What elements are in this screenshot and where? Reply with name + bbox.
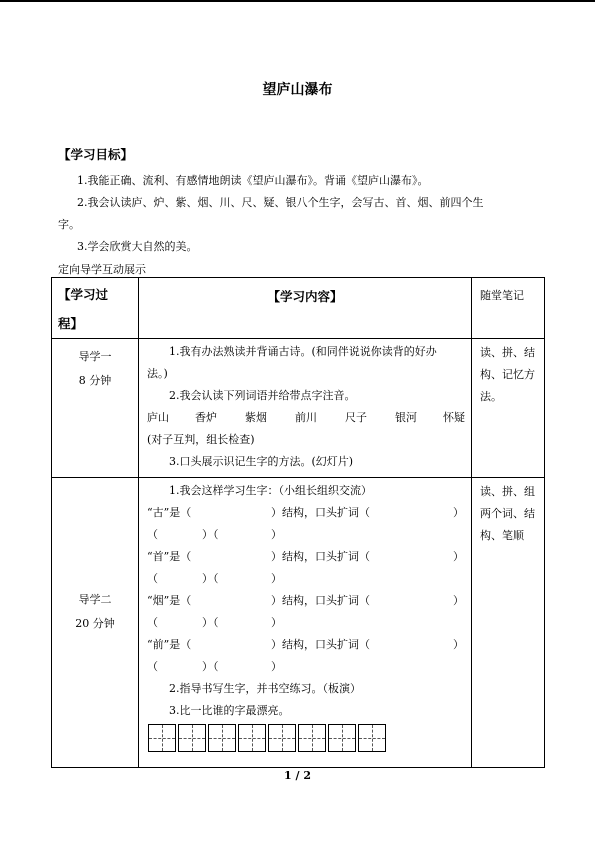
word-item: 银河	[395, 411, 417, 424]
table-row	[52, 339, 545, 478]
objectives-heading: 【学习目标】	[58, 147, 134, 162]
period-duration: 20 分钟	[75, 616, 115, 630]
tian-zi-cell	[238, 724, 266, 752]
objective-item: 1.我能正确、流利、有感情地朗读《望庐山瀑布》。背诵《望庐山瀑布》。	[77, 174, 429, 187]
paren: ）	[453, 594, 464, 607]
tian-zi-cell	[358, 724, 386, 752]
paren: ）（	[202, 528, 219, 541]
tian-zi-cell	[208, 724, 236, 752]
word-item: 紫烟	[245, 411, 267, 424]
paren: ）（	[202, 616, 219, 629]
char-fill-line	[147, 590, 465, 612]
notes-cell: 读、拼、组两个词、结构、笔顺	[472, 478, 545, 768]
table-caption: 定向导学互动展示	[58, 263, 146, 276]
header-process-line2: 程】	[58, 316, 84, 331]
content-line: 法。)	[147, 367, 168, 380]
content-line: (对子互判，组长检查)	[147, 433, 255, 446]
paren: （	[147, 616, 158, 629]
paren: ）	[453, 638, 464, 651]
tian-zi-cell	[148, 724, 176, 752]
tian-zi-cell	[268, 724, 296, 752]
header-process-line1: 【学习过	[58, 287, 109, 302]
content-cell	[139, 339, 472, 478]
content-line: 2.我会认读下列词语并给带点字注音。	[169, 389, 356, 402]
char-fill-line	[147, 568, 465, 590]
char-label: “首”是（	[147, 550, 192, 563]
content-line: 1.我有办法熟读并背诵古诗。(和同伴说说你读背的好办	[169, 345, 437, 358]
word-item: 庐山	[147, 411, 169, 424]
top-border-line	[0, 0, 595, 2]
char-label: “烟”是（	[147, 594, 192, 607]
paren: ）（	[202, 572, 219, 585]
paren: ）	[271, 616, 282, 629]
writing-grid	[148, 724, 465, 752]
period-label: 导学二	[78, 592, 112, 606]
paren: ）	[271, 528, 282, 541]
page-number: 1 / 2	[284, 769, 311, 782]
objective-item: 2.我会认读庐、炉、紫、烟、川、尺、疑、银八个生字，会写古、首、烟、前四个生	[77, 196, 484, 209]
tian-zi-cell	[298, 724, 326, 752]
word-item: 尺子	[345, 411, 367, 424]
char-fill-line	[147, 502, 465, 524]
structure-text: ）结构，口头扩词（	[271, 506, 370, 519]
period-cell	[52, 478, 139, 768]
paren: ）	[271, 572, 282, 585]
char-label: “古”是（	[147, 506, 192, 519]
tian-zi-cell	[328, 724, 356, 752]
paren: ）	[453, 506, 464, 519]
char-fill-line	[147, 612, 465, 634]
period-duration: 8 分钟	[78, 374, 112, 387]
structure-text: ）结构，口头扩词（	[271, 550, 370, 563]
word-item: 怀疑	[443, 411, 465, 424]
header-content: 【学习内容】	[139, 278, 472, 339]
objective-item: 3.学会欣赏大自然的美。	[77, 240, 198, 253]
char-fill-line	[147, 634, 465, 656]
content-line: 1.我会这样学习生字：（小组长组织交流）	[169, 484, 372, 497]
notes-cell: 读、拼、结构、记忆方法。	[472, 339, 545, 478]
paren: ）（	[202, 660, 219, 673]
word-item: 前川	[295, 411, 317, 424]
word-item: 香炉	[195, 411, 217, 424]
table-row	[52, 478, 545, 768]
study-table	[51, 277, 545, 768]
content-line: 2.指导书写生字，并书空练习。（板演）	[169, 682, 361, 695]
content-cell	[139, 478, 472, 768]
objective-item: 字。	[58, 218, 80, 231]
table-header-row	[52, 278, 545, 339]
paren: （	[147, 572, 158, 585]
paren: ）	[271, 660, 282, 673]
period-cell	[52, 339, 139, 478]
paren: （	[147, 660, 158, 673]
paren: ）	[453, 550, 464, 563]
char-fill-line	[147, 524, 465, 546]
structure-text: ）结构，口头扩词（	[271, 594, 370, 607]
header-process	[52, 278, 139, 339]
document-title: 望庐山瀑布	[262, 82, 333, 98]
char-fill-line	[147, 656, 465, 678]
paren: （	[147, 528, 158, 541]
period-label: 导学一	[78, 350, 112, 363]
header-notes: 随堂笔记	[472, 278, 545, 339]
char-label: “前”是（	[147, 638, 192, 651]
content-line: 3.比一比谁的字最漂亮。	[169, 704, 290, 717]
tian-zi-cell	[178, 724, 206, 752]
content-line: 3.口头展示识记生字的方法。(幻灯片)	[169, 455, 354, 468]
structure-text: ）结构，口头扩词（	[271, 638, 370, 651]
word-list	[147, 407, 465, 429]
char-fill-line	[147, 546, 465, 568]
